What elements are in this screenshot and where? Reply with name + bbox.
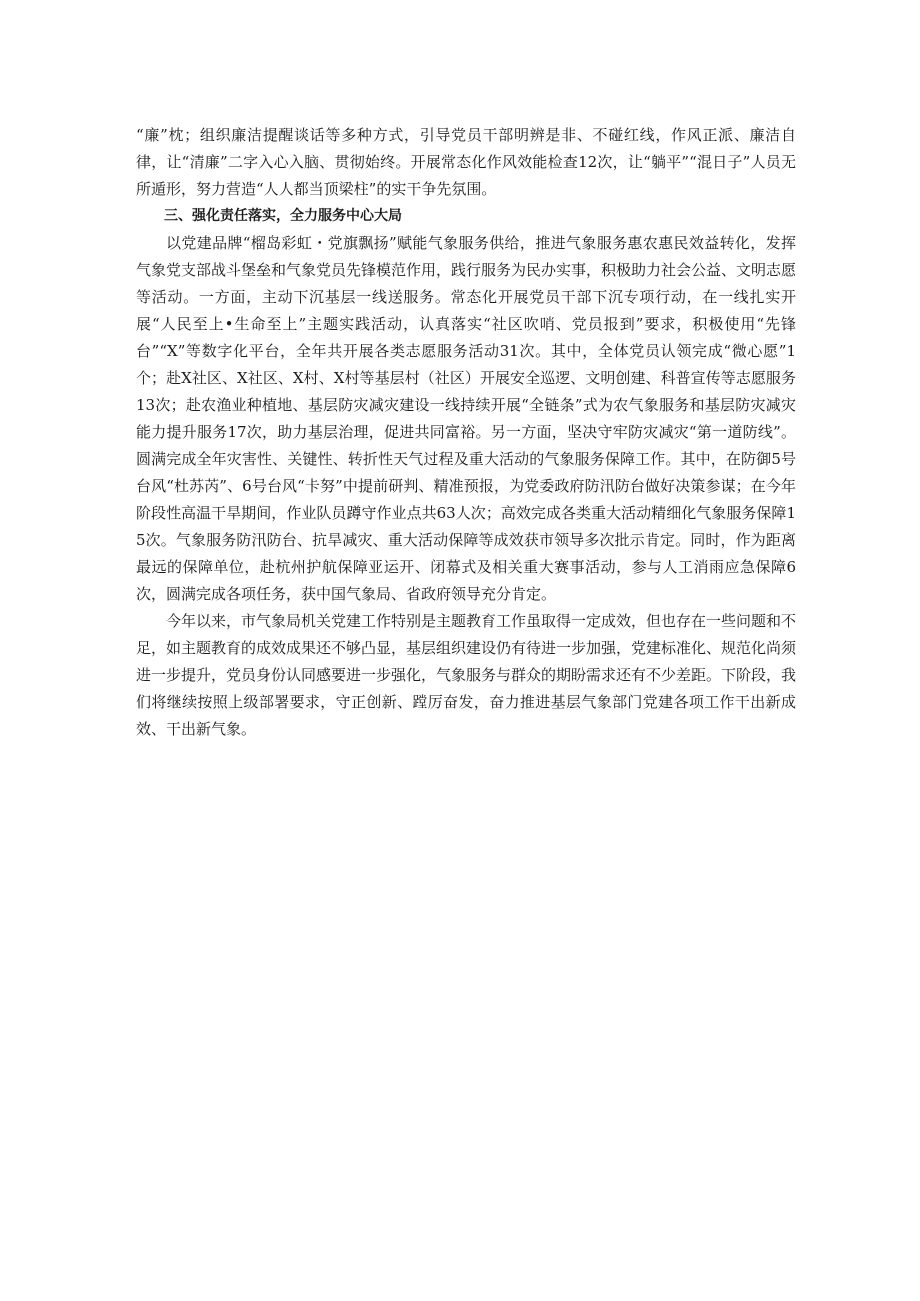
- section-heading: 三、强化责任落实，全力服务中心大局: [164, 208, 402, 224]
- paragraph-continued: “廉”枕；组织廉洁提醒谈话等多种方式，引导党员干部明辨是非、不碰红线，作风正派、廉洁自律，让“清廉”二字入心入脑、贯彻始终。开展常态化作风效能检查12次，让“躺平”“混日子”人员无所遁形，努力营造“人人都当顶梁柱”的实干争先氛围。: [136, 126, 796, 198]
- document-body: [136, 122, 796, 743]
- paragraph-service: 以党建品牌“榴岛彩虹・党旗飘扬”赋能气象服务供给，推进气象服务惠农惠民效益转化，发挥气象党支部战斗堡垒和气象党员先锋模范作用，践行服务为民办实事，积极助力社会公益、文明志愿等活动。一方面，主动下沉基层一线送服务。常态化开展党员干部下沉专项行动，在一线扎实开展“人民至上•生命至上”主题实践活动，认真落实“社区吹哨、党员报到”要求，积极使用“先锋台”“X”等数字化平台，全年共开展各类志愿服务活动31次。其中，全体党员认领完成“微心愿”1个；赴X社区、X社区、X村、X村等基层村（社区）开展安全巡逻、文明创建、科普宣传等志愿服务13次；赴农渔业种植地、基层防灾减灾建设一线持续开展“全链条”式为农气象服务和基层防灾减灾能力提升服务17次，助力基层治理，促进共同富裕。另一方面，坚决守牢防灾减灾“第一道防线”。圆满完成全年灾害性、关键性、转折性天气过程及重大活动的气象服务保障工作。其中，在防御5号台风“杜苏芮”、6号台风“卡努”中提前研判、精准预报，为党委政府防汛防台做好决策参谋；在今年阶段性高温干旱期间，作业队员蹲守作业点共63人次；高效完成各类重大活动精细化气象服务保障15次。气象服务防汛防台、抗旱减灾、重大活动保障等成效获市领导多次批示肯定。同时，作为距离最远的保障单位，赴杭州护航保障亚运开、闭幕式及相关重大赛事活动，参与人工消雨应急保障6次，圆满完成各项任务，获中国气象局、省政府领导充分肯定。: [136, 234, 797, 603]
- paragraph-summary: 今年以来，市气象局机关党建工作特别是主题教育工作虽取得一定成效，但也存在一些问题和不足，如主题教育的成效成果还不够凸显，基层组织建设仍有待进一步加强，党建标准化、规范化尚须进一步提升，党员身份认同感要进一步强化，气象服务与群众的期盼需求还有不少差距。下阶段，我们将继续按照上级部署要求，守正创新、蹚厉奋发，奋力推进基层气象部门党建各项工作干出新成效、干出新气象。: [136, 612, 797, 738]
